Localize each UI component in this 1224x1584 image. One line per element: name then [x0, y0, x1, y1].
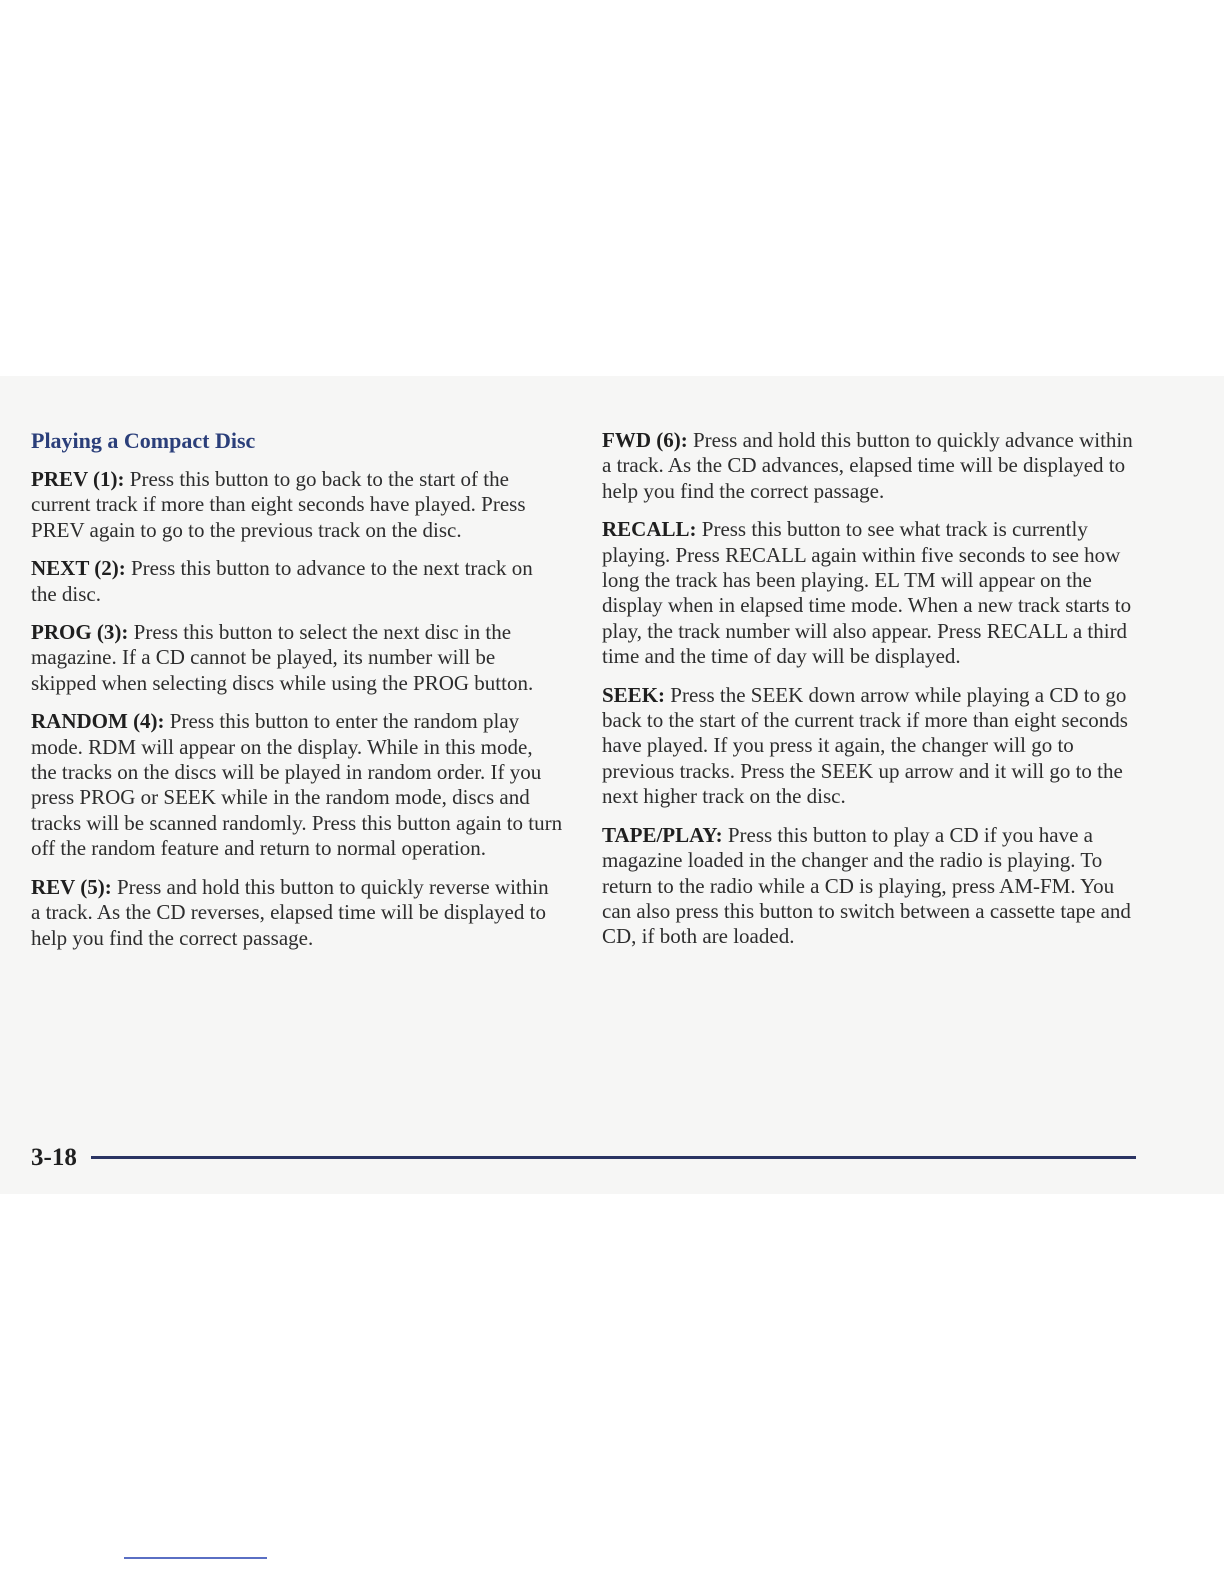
text-seek: Press the SEEK down arrow while playing a CD to go back to the start of the current track if more than eight seconds have played. If you press it again, the changer will go to previous tracks. Press the SEEK up arrow and it will go to the next higher track on the disc. — [602, 682, 1128, 809]
text-prog: Press this button to select the next disc in the magazine. If a CD cannot be played, its number will be skipped when selecting discs while using the PROG button. — [31, 620, 534, 695]
bottom-divider — [124, 1557, 267, 1559]
page-number: 3-18 — [31, 1144, 77, 1171]
term-prog: PROG (3): — [31, 620, 129, 645]
paragraph-rev — [31, 875, 563, 951]
section-title: Playing a Compact Disc — [31, 428, 256, 453]
paragraph-seek — [602, 683, 1142, 810]
text-prev: Press this button to go back to the start of the current track if more than eight seconds have played. Press PREV again to go to the previous track on the disc. — [31, 467, 526, 542]
term-recall: RECALL: — [602, 517, 697, 542]
term-prev: PREV (1): — [31, 467, 125, 491]
text-rev: Press and hold this button to quickly reverse within a track. As the CD reverses, elapsed time will be displayed to help you find the correct passage. — [31, 874, 549, 950]
text-random: Press this button to enter the random play mode. RDM will appear on the display. While in this mode, the tracks on the discs will be played in random order. If you press PROG or SEEK while in the random mode, discs and tracks will be scanned randomly. Press this button again to turn off the random feature and return to normal operation. — [31, 709, 563, 861]
term-next: NEXT (2): — [31, 556, 126, 581]
text-tape-play: Press this button to play a CD if you have a magazine loaded in the changer and the radio is playing. To return to the radio while a CD is playing, press AM-FM. You can also press this button to switch between a cassette tape and CD, if both are loaded. — [602, 822, 1131, 949]
paragraph-fwd — [602, 428, 1142, 504]
right-column — [602, 428, 1142, 963]
term-random: RANDOM (4): — [31, 709, 165, 734]
paragraph-prog — [31, 620, 563, 696]
term-seek: SEEK: — [602, 682, 666, 707]
paragraph-tape-play — [602, 823, 1142, 950]
paragraph-prev — [31, 467, 563, 543]
term-fwd: FWD (6): — [602, 428, 688, 452]
term-rev: REV (5): — [31, 874, 112, 899]
paragraph-random — [31, 709, 563, 861]
text-recall: Press this button to see what track is currently playing. Press RECALL again within five seconds to see how long the track has been playing. EL TM will appear on the display when in elapsed time mode. When a new track starts to play, the track number will also appear. Press RECALL a third time and the time of day will be displayed. — [602, 517, 1132, 669]
text-next: Press this button to advance to the next track on the disc. — [31, 556, 533, 606]
page-footer — [31, 1141, 1136, 1175]
paragraph-recall — [602, 517, 1142, 669]
footer-rule — [91, 1156, 1136, 1159]
term-tape-play: TAPE/PLAY: — [602, 822, 723, 847]
paragraph-next — [31, 556, 563, 607]
left-column — [31, 428, 563, 964]
text-fwd: Press and hold this button to quickly advance within a track. As the CD advances, elapsed time will be displayed to help you find the correct passage. — [602, 428, 1133, 503]
